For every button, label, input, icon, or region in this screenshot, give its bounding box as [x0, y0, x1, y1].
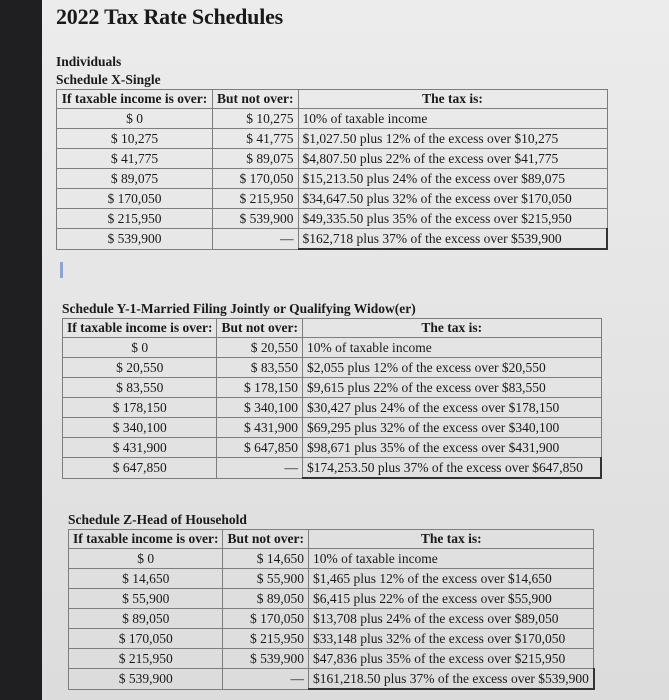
income-over-cell: $ 431,900 — [63, 438, 217, 458]
tax-formula-cell: $4,807.50 plus 22% of the excess over $41,775 — [298, 149, 607, 169]
table-row — [63, 358, 602, 378]
tax-formula-cell: $15,213.50 plus 24% of the excess over $89,075 — [298, 169, 607, 189]
not-over-cell: $ 215,950 — [213, 189, 299, 209]
income-over-cell: $ 340,100 — [63, 418, 217, 438]
not-over-cell: $ 170,050 — [223, 609, 309, 629]
tax-formula-cell: $6,415 plus 22% of the excess over $55,900 — [308, 589, 593, 609]
income-over-cell: $ 14,650 — [69, 569, 223, 589]
income-over-cell: $ 20,550 — [63, 358, 217, 378]
table-row — [69, 609, 594, 629]
tax-formula-cell: $69,295 plus 32% of the excess over $340,100 — [302, 418, 601, 438]
income-over-cell: $ 215,950 — [69, 649, 223, 669]
income-over-cell: $ 0 — [69, 549, 223, 569]
tax-formula-cell: $34,647.50 plus 32% of the excess over $170,050 — [298, 189, 607, 209]
schedule-x-table — [56, 89, 608, 250]
schedule-y1-table — [62, 318, 602, 479]
not-over-cell: $ 89,075 — [213, 149, 299, 169]
not-over-cell: $ 647,850 — [217, 438, 303, 458]
income-over-cell: $ 0 — [57, 109, 213, 129]
not-over-cell: — — [223, 669, 309, 690]
header-tax-is: The tax is: — [298, 90, 607, 109]
schedule-z-title: Schedule Z-Head of Household — [68, 512, 247, 527]
header-income-over: If taxable income is over: — [57, 90, 213, 109]
header-but-not-over: But not over: — [223, 530, 309, 549]
table-row — [69, 669, 594, 690]
table-header-row — [57, 90, 608, 109]
not-over-cell: $ 10,275 — [213, 109, 299, 129]
schedule-z-table — [68, 529, 595, 690]
tax-formula-cell: 10% of taxable income — [308, 549, 593, 569]
income-over-cell: $ 55,900 — [69, 589, 223, 609]
tax-formula-cell: $174,253.50 plus 37% of the excess over $647,850 — [302, 458, 601, 479]
header-but-not-over: But not over: — [217, 319, 303, 338]
not-over-cell: $ 41,775 — [213, 129, 299, 149]
not-over-cell: $ 55,900 — [223, 569, 309, 589]
table-row — [57, 149, 608, 169]
tax-formula-cell: $30,427 plus 24% of the excess over $178,150 — [302, 398, 601, 418]
not-over-cell: $ 539,900 — [223, 649, 309, 669]
income-over-cell: $ 539,900 — [57, 229, 213, 250]
table-header-row — [63, 319, 602, 338]
tax-formula-cell: $2,055 plus 12% of the excess over $20,550 — [302, 358, 601, 378]
not-over-cell: $ 83,550 — [217, 358, 303, 378]
income-over-cell: $ 170,050 — [69, 629, 223, 649]
header-but-not-over: But not over: — [213, 90, 299, 109]
table-row — [57, 109, 608, 129]
schedule-y1-title: Schedule Y-1-Married Filing Jointly or Qualifying Widow(er) — [62, 301, 416, 316]
table-row — [69, 629, 594, 649]
not-over-cell: $ 431,900 — [217, 418, 303, 438]
tax-formula-cell: $1,465 plus 12% of the excess over $14,650 — [308, 569, 593, 589]
header-tax-is: The tax is: — [302, 319, 601, 338]
income-over-cell: $ 0 — [63, 338, 217, 358]
not-over-cell: $ 539,900 — [213, 209, 299, 229]
table-row — [63, 338, 602, 358]
income-over-cell: $ 89,075 — [57, 169, 213, 189]
table-row — [57, 209, 608, 229]
table-row — [57, 169, 608, 189]
not-over-cell: $ 14,650 — [223, 549, 309, 569]
table-row — [63, 438, 602, 458]
income-over-cell: $ 539,900 — [69, 669, 223, 690]
tax-formula-cell: $161,218.50 plus 37% of the excess over $539,900 — [308, 669, 593, 690]
income-over-cell: $ 41,775 — [57, 149, 213, 169]
table-row — [63, 458, 602, 479]
table-header-row — [69, 530, 594, 549]
not-over-cell: $ 215,950 — [223, 629, 309, 649]
table-row — [57, 189, 608, 209]
tax-formula-cell: $1,027.50 plus 12% of the excess over $10,275 — [298, 129, 607, 149]
tax-formula-cell: $33,148 plus 32% of the excess over $170,050 — [308, 629, 593, 649]
not-over-cell: — — [217, 458, 303, 479]
not-over-cell: $ 170,050 — [213, 169, 299, 189]
tax-formula-cell: 10% of taxable income — [298, 109, 607, 129]
income-over-cell: $ 178,150 — [63, 398, 217, 418]
table-row — [63, 398, 602, 418]
tax-formula-cell: $47,836 plus 35% of the excess over $215,950 — [308, 649, 593, 669]
schedule-x-title: Schedule X-Single — [56, 72, 161, 87]
tax-formula-cell: 10% of taxable income — [302, 338, 601, 358]
header-income-over: If taxable income is over: — [69, 530, 223, 549]
income-over-cell: $ 215,950 — [57, 209, 213, 229]
table-row — [69, 549, 594, 569]
income-over-cell: $ 83,550 — [63, 378, 217, 398]
table-row — [57, 129, 608, 149]
table-row — [57, 229, 608, 250]
not-over-cell: $ 178,150 — [217, 378, 303, 398]
page-title: 2022 Tax Rate Schedules — [56, 4, 284, 29]
individuals-label: Individuals — [56, 54, 122, 69]
header-tax-is: The tax is: — [308, 530, 593, 549]
tax-formula-cell: $13,708 plus 24% of the excess over $89,050 — [308, 609, 593, 629]
table-row — [69, 649, 594, 669]
not-over-cell: — — [213, 229, 299, 250]
not-over-cell: $ 20,550 — [217, 338, 303, 358]
table-row — [63, 418, 602, 438]
income-over-cell: $ 170,050 — [57, 189, 213, 209]
not-over-cell: $ 89,050 — [223, 589, 309, 609]
table-row — [69, 569, 594, 589]
tax-formula-cell: $98,671 plus 35% of the excess over $431,900 — [302, 438, 601, 458]
tax-formula-cell: $162,718 plus 37% of the excess over $539,900 — [298, 229, 607, 250]
tax-formula-cell: $49,335.50 plus 35% of the excess over $215,950 — [298, 209, 607, 229]
tax-formula-cell: $9,615 plus 22% of the excess over $83,550 — [302, 378, 601, 398]
income-over-cell: $ 647,850 — [63, 458, 217, 479]
table-row — [69, 589, 594, 609]
blue-pen-mark — [60, 262, 63, 278]
income-over-cell: $ 89,050 — [69, 609, 223, 629]
table-row — [63, 378, 602, 398]
income-over-cell: $ 10,275 — [57, 129, 213, 149]
header-income-over: If taxable income is over: — [63, 319, 217, 338]
not-over-cell: $ 340,100 — [217, 398, 303, 418]
